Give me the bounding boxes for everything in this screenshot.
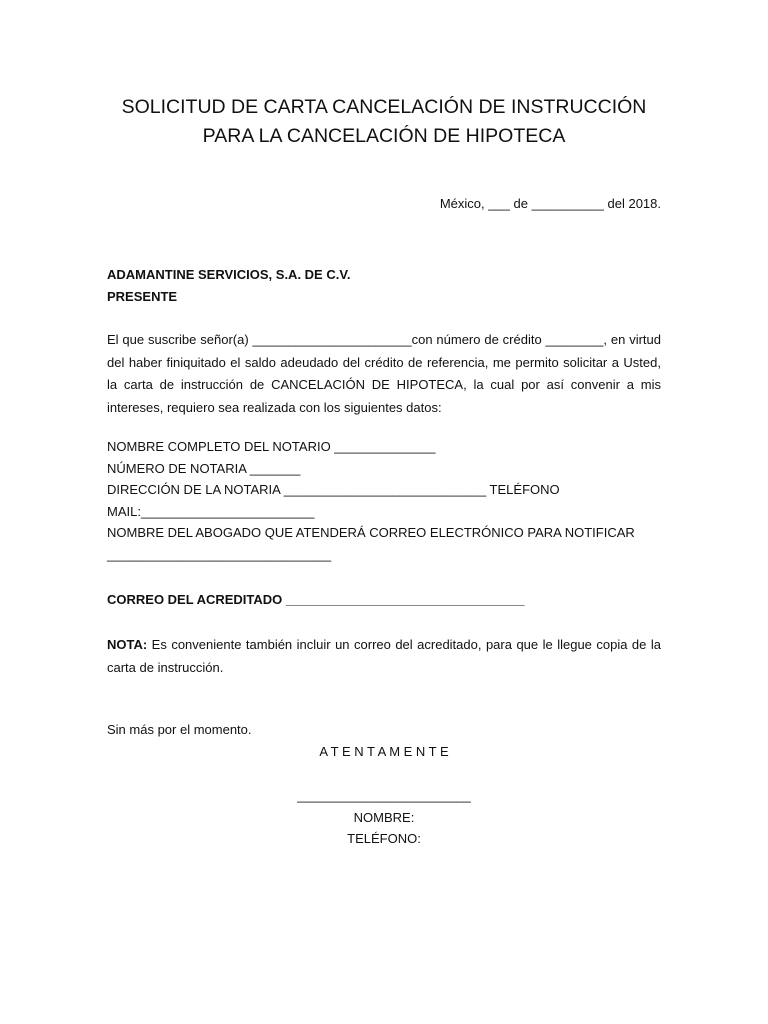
field-abogado-line: _______________________________ (107, 546, 332, 562)
document-title (107, 93, 661, 151)
title-line-1: SOLICITUD DE CARTA CANCELACIÓN DE INSTRUCCIÓN (121, 96, 647, 118)
atentamente-heading: A T E N T A M E N T E (319, 744, 449, 759)
note-paragraph (107, 633, 661, 679)
note-label: NOTA: (107, 637, 148, 652)
place-date-line: México, ___ de __________ del 2018. (439, 196, 661, 211)
field-abogado: NOMBRE DEL ABOGADO QUE ATENDERÁ CORREO ELECTRÓNICO PARA NOTIFICAR (107, 525, 635, 540)
closing-line: Sin más por el momento. (107, 722, 252, 737)
note-text: Es conveniente también incluir un correo del acreditado, para que le llegue copia de la carta de instrucción. (107, 637, 661, 675)
field-notario: NOMBRE COMPLETO DEL NOTARIO ______________ (107, 439, 436, 454)
title-line-2: PARA LA CANCELACIÓN DE HIPOTECA (202, 125, 566, 147)
addressee-presente: PRESENTE (107, 289, 178, 304)
notary-fields (107, 436, 667, 565)
signature-block (107, 785, 661, 850)
addressee-company: ADAMANTINE SERVICIOS, S.A. DE C.V. (107, 267, 351, 282)
field-mail: MAIL:________________________ (107, 503, 315, 519)
field-notaria-numero: NÚMERO DE NOTARIA _______ (107, 460, 301, 476)
field-correo-acreditado: CORREO DEL ACREDITADO _________________________________ (107, 592, 525, 607)
request-paragraph: El que suscribe señor(a) ______________________con número de crédito ________, en virtud del haber finiquitado el saldo adeudado del crédito de referencia, me permito solicitar a Usted, la carta de instrucción de CANCELACIÓN DE HIPOTECA, la cual por así convenir a mis intereses, requiero sea realizada con los siguientes datos: (107, 332, 661, 415)
field-direccion-notaria: DIRECCIÓN DE LA NOTARIA ____________________________ TELÉFONO (107, 482, 560, 497)
signature-line: ________________________ (297, 788, 471, 803)
signature-nombre: NOMBRE: (353, 809, 415, 825)
signature-telefono: TELÉFONO: (347, 831, 421, 846)
addressee-block (107, 264, 350, 308)
